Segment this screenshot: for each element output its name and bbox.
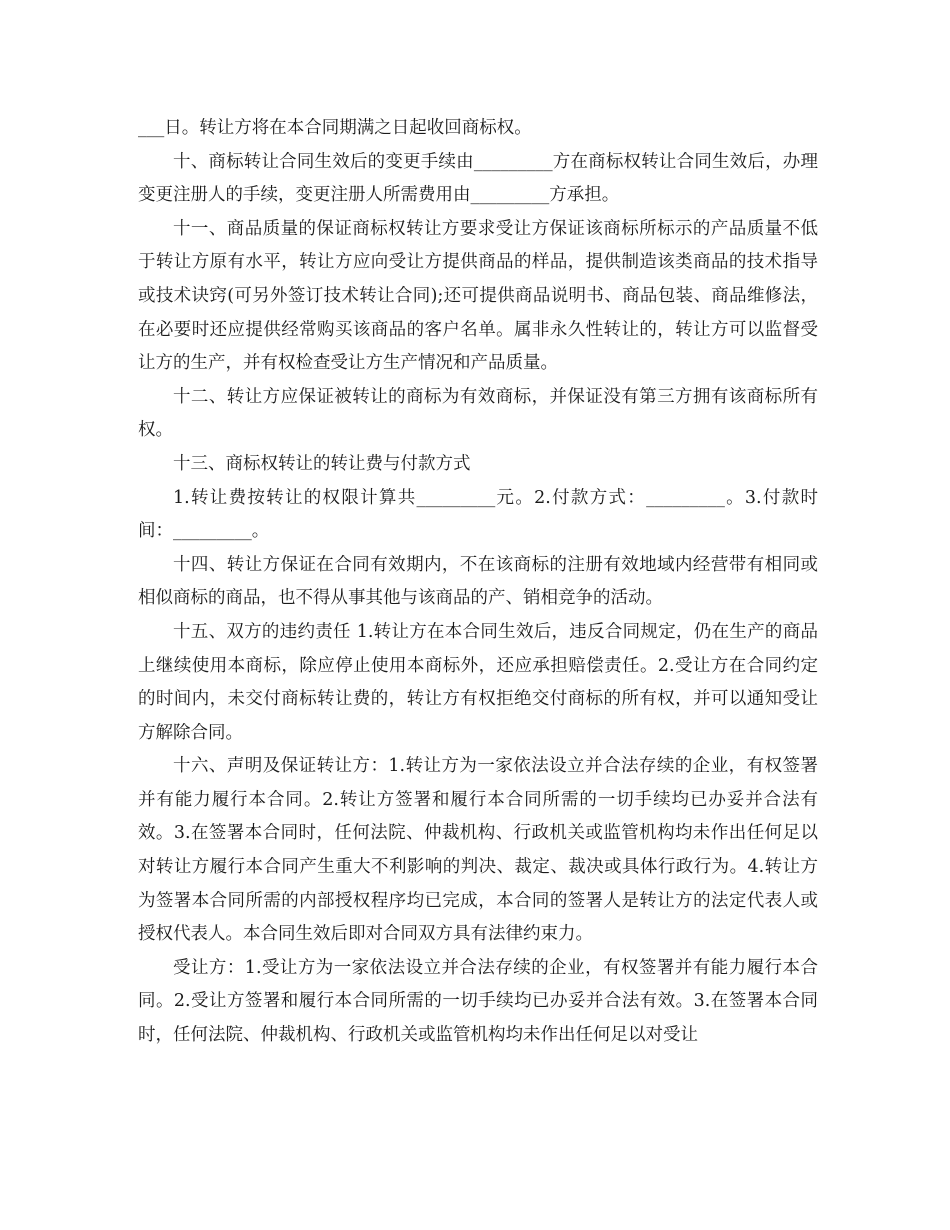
paragraph-clause-16-transferor: 十六、声明及保证转让方：1.转让方为一家依法设立并合法存续的企业，有权签署并有能力履行本合同。2.转让方签署和履行本合同所需的一切手续均已办妥并合法有效。3.在签署本合同时，任何法院、仲裁机构、行政机关或监管机构均未作出任何足以对转让方履行本合同产生重大不利影响的判决、裁定、裁决或具体行政行为。4.转让方为签署本合同所需的内部授权程序均已完成，本合同的签署人是转让方的法定代表人或授权代表人。本合同生效后即对合同双方具有法律约束力。 [138, 756, 818, 945]
paragraph-clause-14: 十四、转让方保证在合同有效期内，不在该商标的注册有效地域内经营带有相同或相似商标的商品，也不得从事其他与该商品的产、销相竞争的活动。 [138, 554, 818, 609]
paragraph-term-end: ___日。转让方将在本合同期满之日起收回商标权。 [138, 118, 532, 138]
paragraph-clause-10: 十、商标转让合同生效后的变更手续由_________方在商标权转让合同生效后，办理变更注册人的手续，变更注册人所需费用由_________方承担。 [138, 151, 818, 206]
document-body [138, 112, 818, 1053]
paragraph-clause-13-payment: 1.转让费按转让的权限计算共_________元。2.付款方式：_________。3.付款时间：_________。 [138, 487, 818, 542]
paragraph-clause-13-heading: 十三、商标权转让的转让费与付款方式 [173, 453, 471, 474]
paragraph-clause-12: 十二、转让方应保证被转让的商标为有效商标，并保证没有第三方拥有该商标所有权。 [138, 386, 818, 441]
paragraph-clause-16-transferee: 受让方：1.受让方为一家依法设立并合法存续的企业，有权签署并有能力履行本合同。2.受让方签署和履行本合同所需的一切手续均已办妥并合法有效。3.在签署本合同时，任何法院、仲裁机构、行政机关或监管机构均未作出任何足以对受让 [138, 957, 818, 1046]
paragraph-clause-15: 十五、双方的违约责任 1.转让方在本合同生效后，违反合同规定，仍在生产的商品上继续使用本商标，除应停止使用本商标外，还应承担赔偿责任。2.受让方在合同约定的时间内，未交付商标转让费的，转让方有权拒绝交付商标的所有权，并可以通知受让方解除合同。 [138, 621, 818, 743]
paragraph-clause-11: 十一、商品质量的保证商标权转让方要求受让方保证该商标所标示的产品质量不低于转让方原有水平，转让方应向受让方提供商品的样品，提供制造该类商品的技术指导或技术诀窍(可另外签订技术转让合同);还可提供商品说明书、商品包装、商品维修法，在必要时还应提供经常购买该商品的客户名单。属非永久性转让的，转让方可以监督受让方的生产，并有权检查受让方生产情况和产品质量。 [138, 218, 818, 374]
